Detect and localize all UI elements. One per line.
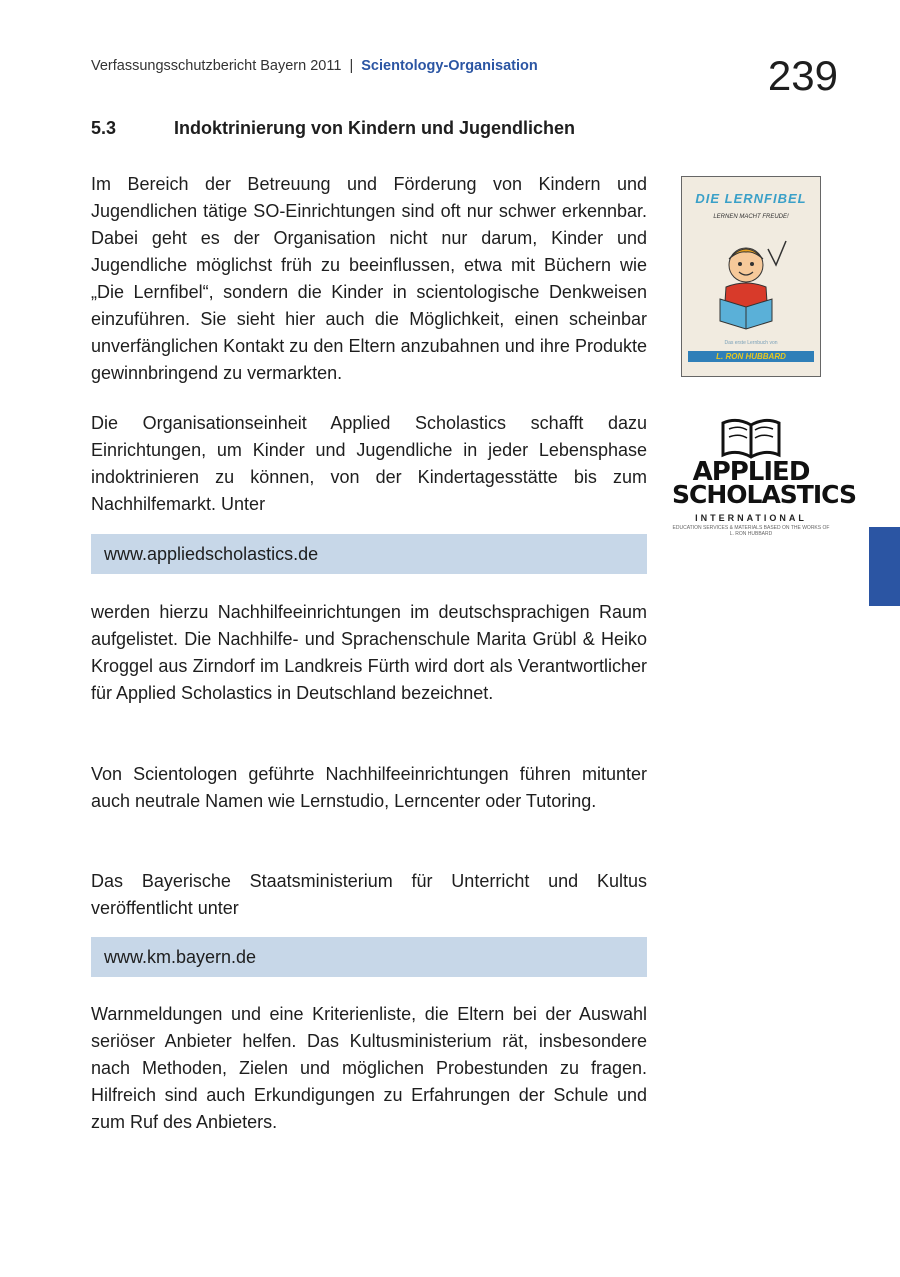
child-reading-illustration: [702, 237, 802, 337]
paragraph-3: werden hierzu Nachhilfeeinrichtungen im deutschsprachigen Raum aufgelistet. Die Nachhilfe- und Sprachenschule Marita Grübl & Heiko Kroggel aus Zirndorf im Landkreis Fürth wird dort als Verantwortlicher für Applied Scholastics in Deutschland bezeichnet.: [91, 602, 647, 703]
book-author: L. RON HUBBARD: [688, 351, 814, 362]
paragraph-6: Warnmeldungen und eine Kriterienliste, die Eltern bei der Auswahl seriöser Anbieter helfen. Das Kultusministerium rät, insbesondere nach Methoden, Zielen und möglichen Probestunden zu fragen. Hilfreich sind auch Erkundigungen zu Erfahrungen der Schule und zum Ruf des Anbieters.: [91, 1004, 647, 1132]
book-title: DIE LERNFIBEL: [695, 191, 807, 206]
chapter-side-tab: [869, 527, 900, 606]
logo-line-applied: APPLIED: [692, 457, 810, 487]
heading-number: 5.3: [91, 118, 117, 138]
running-header: [91, 58, 538, 74]
url-box-km-bayern[interactable]: www.km.bayern.de: [91, 937, 647, 977]
heading-title: Indoktrinierung von Kindern und Jugendlichen: [174, 118, 576, 138]
open-book-icon: [719, 415, 783, 461]
logo-tagline: EDUCATION SERVICES & MATERIALS BASED ON THE WORKS OF L. RON HUBBARD: [672, 525, 830, 537]
paragraph-2: Die Organisationseinheit Applied Scholastics schafft dazu Einrichtungen, um Kinder und Jugendliche in jeder Lebensphase indoktrinieren zu können, von der Kindertagesstätte bis zum Nachhilfemarkt. Unter: [91, 413, 647, 514]
logo-line-scholastics: SCHOLASTICS: [672, 480, 856, 509]
paragraph-4: Von Scientologen geführte Nachhilfeeinrichtungen führen mitunter auch neutrale Namen wie Lernstudio, Lerncenter oder Tutoring.: [91, 764, 647, 811]
publication-title: Verfassungsschutzbericht Bayern 2011: [91, 58, 342, 74]
logo-line-international: INTERNATIONAL: [695, 513, 807, 523]
book-subtitle: LERNEN MACHT FREUDE!: [713, 214, 789, 220]
page-number: 239: [767, 52, 838, 99]
url-box-appliedscholastics[interactable]: www.appliedscholastics.de: [91, 534, 647, 574]
lernfibel-book-cover: [681, 176, 821, 377]
paragraph-1: Im Bereich der Betreuung und Förderung von Kindern und Jugendlichen tätige SO-Einrichtungen sind oft nur schwer erkennbar. Dabei geht es der Organisation nicht nur darum, Kinder und Jugendliche möglichst früh zu beeinflussen, etwa mit Büchern wie „Die Lernfibel“, sondern die Kinder in scientologische Denkweisen einzuführen. Sie sieht hier auch die Möglichkeit, einen scheinbar unverfänglichen Kontakt zu den Eltern anzubahnen und ihre Produkte gewinnbringend zu vermarkten.: [91, 174, 647, 383]
section-heading: [91, 118, 575, 139]
header-separator: |: [349, 58, 354, 74]
book-small-text: Das erste Lernbuch von: [724, 340, 778, 346]
section-title: Scientology-Organisation: [361, 58, 538, 74]
paragraph-5: Das Bayerische Staatsministerium für Unterricht und Kultus veröffentlicht unter: [91, 871, 647, 918]
applied-scholastics-logo: [672, 415, 856, 547]
